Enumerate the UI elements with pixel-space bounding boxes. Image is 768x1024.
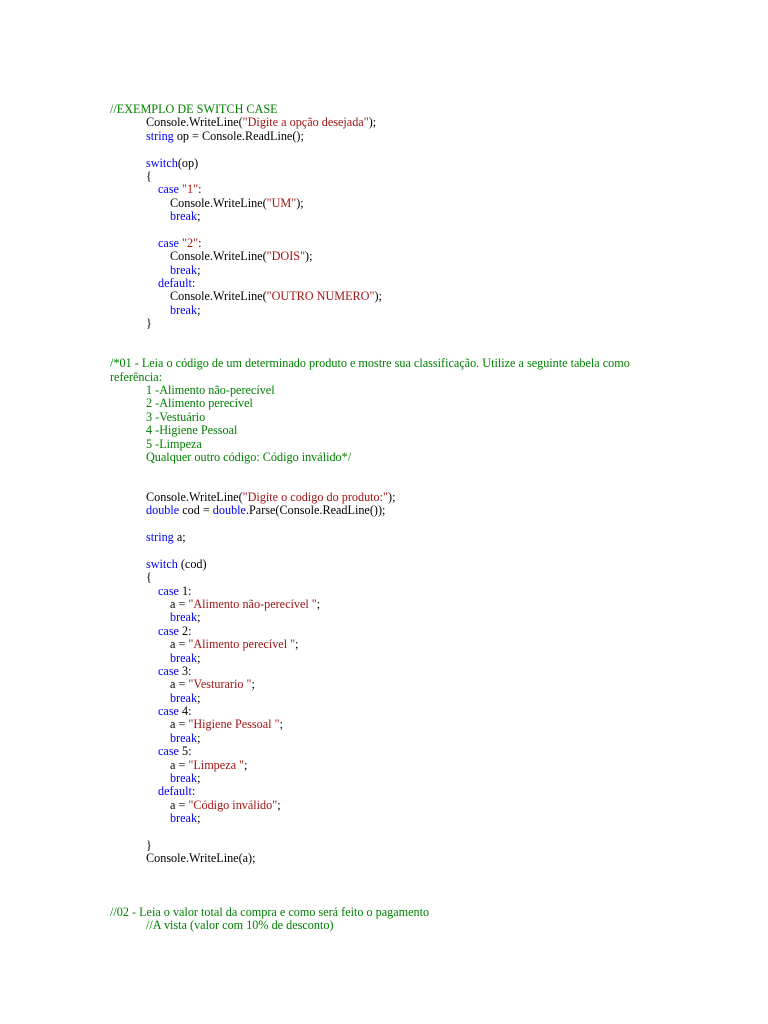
code-line (146, 129, 304, 143)
code-line (146, 490, 395, 504)
code-token: a = (170, 757, 189, 772)
code-line (170, 303, 200, 317)
code-line (146, 570, 152, 584)
code-token: /*01 - Leia o código de um determinado produto e mostre sua classificação. Utilize a seguinte tabela como (110, 356, 630, 371)
code-line (170, 597, 320, 611)
code-token: Console.WriteLine( (170, 249, 267, 264)
code-token: { (146, 570, 152, 585)
code-token: double (146, 503, 180, 518)
code-token: ; (197, 262, 201, 277)
code-token: ; (197, 811, 201, 826)
code-token: break (170, 730, 198, 745)
code-token: a = (170, 637, 189, 652)
code-token: "2" (182, 235, 199, 250)
code-token: ; (197, 302, 201, 317)
code-token: ); (305, 249, 313, 264)
code-token: //02 - Leia o valor total da compra e como será feito o pagamento (110, 904, 430, 919)
code-token: "Higiene Pessoal " (188, 717, 280, 732)
code-line (110, 905, 429, 919)
code-token: //A vista (valor com 10% de desconto) (146, 918, 334, 933)
code-token: ; (295, 637, 299, 652)
code-token: double (212, 503, 246, 518)
code-token: 1: (178, 583, 192, 598)
code-line (146, 503, 385, 517)
code-line (110, 102, 278, 116)
code-token: : (198, 235, 202, 250)
code-line (146, 851, 256, 865)
code-line (158, 624, 192, 638)
code-line (170, 610, 200, 624)
code-token: { (146, 168, 152, 183)
code-line (170, 196, 304, 210)
code-line (146, 396, 253, 410)
code-token: ; (316, 597, 321, 612)
code-token: } (146, 837, 152, 852)
code-token: ; (197, 690, 201, 705)
code-line (158, 664, 192, 678)
code-line (170, 717, 283, 731)
code-token: a; (173, 530, 186, 545)
code-token: "1" (182, 182, 199, 197)
code-token: cod = (179, 503, 213, 518)
code-token: a = (170, 717, 189, 732)
code-token: default (158, 275, 192, 290)
code-token: default (158, 784, 192, 799)
code-token: Console.WriteLine( (146, 115, 243, 130)
code-token: 4 -Higiene Pessoal (146, 423, 238, 438)
code-token: case (158, 235, 179, 250)
code-token: case (158, 583, 179, 598)
code-token: (op) (177, 155, 199, 170)
code-line (146, 557, 207, 571)
code-line (146, 383, 275, 397)
code-token: switch (146, 556, 178, 571)
code-token: break (170, 811, 198, 826)
code-token: "Limpeza " (188, 757, 245, 772)
code-line (146, 838, 152, 852)
code-line (146, 115, 376, 129)
code-token: 4: (178, 704, 192, 719)
code-token: : (198, 182, 202, 197)
code-token: Qualquer outro código: Código inválido*/ (146, 449, 352, 464)
code-line (110, 356, 630, 370)
code-token: ; (197, 610, 201, 625)
code-token: break (170, 209, 198, 224)
code-token: string (146, 128, 174, 143)
code-line (170, 651, 200, 665)
code-line (170, 811, 200, 825)
code-line (170, 677, 255, 691)
code-token: break (170, 650, 198, 665)
code-token: 3: (178, 663, 192, 678)
code-line (146, 918, 334, 932)
code-token: "Digite a opção desejada" (242, 115, 369, 130)
code-line (146, 156, 198, 170)
code-token: ); (368, 115, 377, 130)
code-line (158, 784, 195, 798)
code-line (170, 263, 200, 277)
code-token: ; (197, 771, 201, 785)
code-line (170, 691, 200, 705)
code-line (158, 276, 195, 290)
code-token: ; (279, 717, 283, 732)
code-token: ; (277, 797, 281, 812)
code-token: ; (197, 730, 201, 745)
code-token: 5: (178, 744, 192, 759)
code-token: ; (197, 650, 201, 665)
code-line (170, 209, 200, 223)
code-token: "Digite o codigo do produto:" (242, 490, 389, 505)
code-line (170, 249, 313, 263)
code-line (146, 450, 351, 464)
code-token: "UM" (266, 195, 297, 210)
code-token: string (146, 530, 174, 545)
code-token: a = (170, 797, 189, 812)
code-token: case (158, 744, 179, 759)
code-token: "Código inválido" (188, 797, 278, 812)
code-line (158, 744, 192, 758)
code-line (146, 530, 186, 544)
code-token: 2: (178, 623, 192, 638)
code-token: case (158, 704, 179, 719)
code-token: ; (244, 757, 248, 772)
code-token: "DOIS" (266, 249, 306, 264)
code-line (158, 182, 201, 196)
code-line (170, 771, 200, 785)
code-token: Console.WriteLine( (170, 195, 267, 210)
code-line (158, 584, 192, 598)
code-line (158, 704, 192, 718)
code-token: .Parse(Console.ReadLine()); (245, 503, 386, 518)
code-token: Console.WriteLine( (146, 490, 243, 505)
code-line (170, 637, 299, 651)
code-token: op = Console.ReadLine(); (173, 128, 304, 143)
code-token: break (170, 690, 198, 705)
code-token: } (146, 316, 152, 331)
code-line (170, 289, 382, 303)
code-token: case (158, 623, 179, 638)
code-token: //EXEMPLO DE SWITCH CASE (110, 102, 278, 116)
code-token: ; (251, 677, 255, 692)
code-token: case (158, 663, 179, 678)
code-token: "Vesturario " (188, 677, 252, 692)
code-token: Console.WriteLine(a); (146, 851, 256, 866)
code-line (170, 758, 247, 772)
code-line (146, 423, 237, 437)
code-token: ; (197, 209, 201, 224)
code-token: switch (146, 155, 178, 170)
code-token: break (170, 302, 198, 317)
code-token: break (170, 771, 198, 785)
code-line (170, 798, 281, 812)
code-line (146, 437, 202, 451)
code-token: : (191, 275, 196, 290)
code-token: ); (374, 289, 382, 304)
code-token: "OUTRO NUMERO" (266, 289, 375, 304)
code-line (158, 236, 201, 250)
code-token: : (191, 784, 196, 799)
code-token: break (170, 610, 198, 625)
code-line (146, 410, 205, 424)
code-line (110, 370, 162, 384)
code-token: 5 -Limpeza (146, 436, 202, 451)
code-token: (cod) (177, 556, 207, 571)
code-token: "Alimento não-perecível " (188, 597, 317, 612)
code-token: a = (170, 597, 189, 612)
code-token: "Alimento perecível " (188, 637, 296, 652)
code-line (170, 731, 200, 745)
code-line (146, 169, 152, 183)
code-token: 1 -Alimento não-perecível (146, 382, 275, 397)
code-token: ); (296, 195, 304, 210)
code-token: case (158, 182, 179, 197)
code-token: 3 -Vestuário (146, 409, 206, 424)
code-token: Console.WriteLine( (170, 289, 267, 304)
code-token: referência: (110, 369, 163, 384)
code-token: break (170, 262, 198, 277)
code-token: ); (388, 490, 396, 505)
code-token: 2 -Alimento perecível (146, 396, 253, 411)
code-token: a = (170, 677, 189, 692)
code-line (146, 316, 152, 330)
